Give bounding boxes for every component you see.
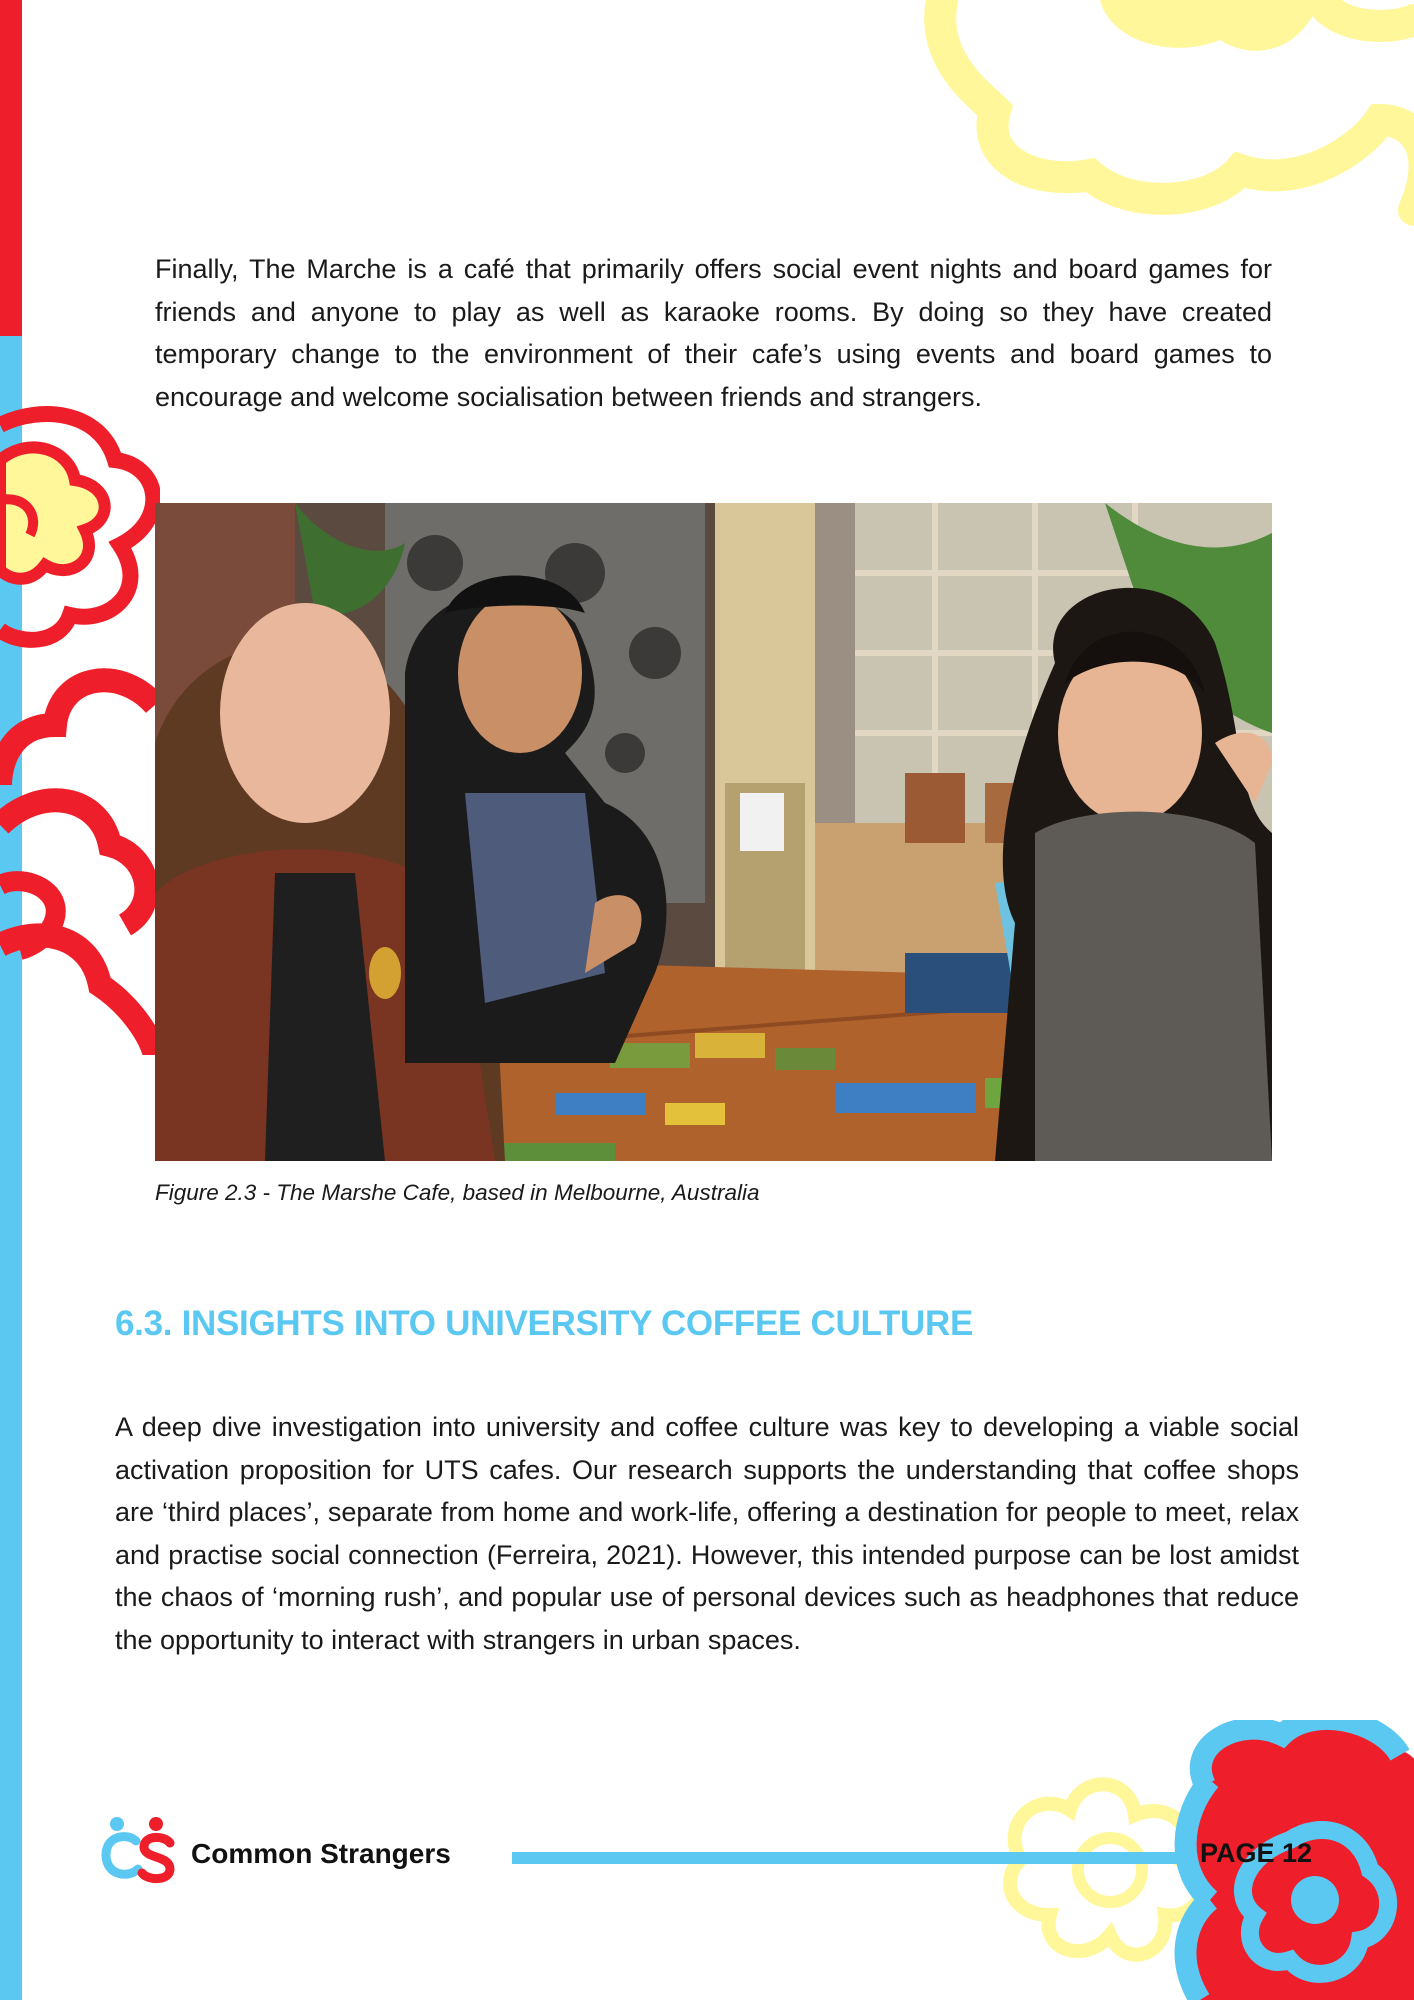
page-number: PAGE 12 bbox=[1200, 1838, 1313, 1868]
figure-caption: Figure 2.3 - The Marshe Cafe, based in Melbourne, Australia bbox=[155, 1180, 760, 1205]
cs-monogram-icon bbox=[100, 1815, 180, 1885]
footer-rule bbox=[512, 1852, 1190, 1864]
edge-bar-red bbox=[0, 0, 22, 336]
brand-name: Common Strangers bbox=[191, 1838, 451, 1869]
yellow-flower-top-icon bbox=[920, 0, 1414, 230]
figure-photo bbox=[155, 503, 1272, 1161]
section-heading: 6.3. INSIGHTS INTO UNIVERSITY COFFEE CULTURE bbox=[115, 1304, 974, 1343]
insights-paragraph: A deep dive investigation into university and coffee culture was key to developing a viable social activation proposition for UTS cafes. Our research supports the understanding that coffee shops are ‘third places’, separate from home and work-life, offering a destination for people to meet, relax and practise social connection (Ferreira, 2021). However, this intended purpose can be lost amidst the chaos of ‘morning rush’, and popular use of personal devices such as headphones that reduce the opportunity to interact with strangers in urban spaces. bbox=[115, 1412, 1299, 1655]
left-flower-cluster-icon bbox=[0, 405, 160, 1055]
intro-paragraph: Finally, The Marche is a café that primarily offers social event nights and board games for friends and anyone to play as well as karaoke rooms. By doing so they have created temporary change to the environment of their cafe’s using events and board games to encourage and welcome socialisation between friends and strangers. bbox=[155, 254, 1272, 412]
